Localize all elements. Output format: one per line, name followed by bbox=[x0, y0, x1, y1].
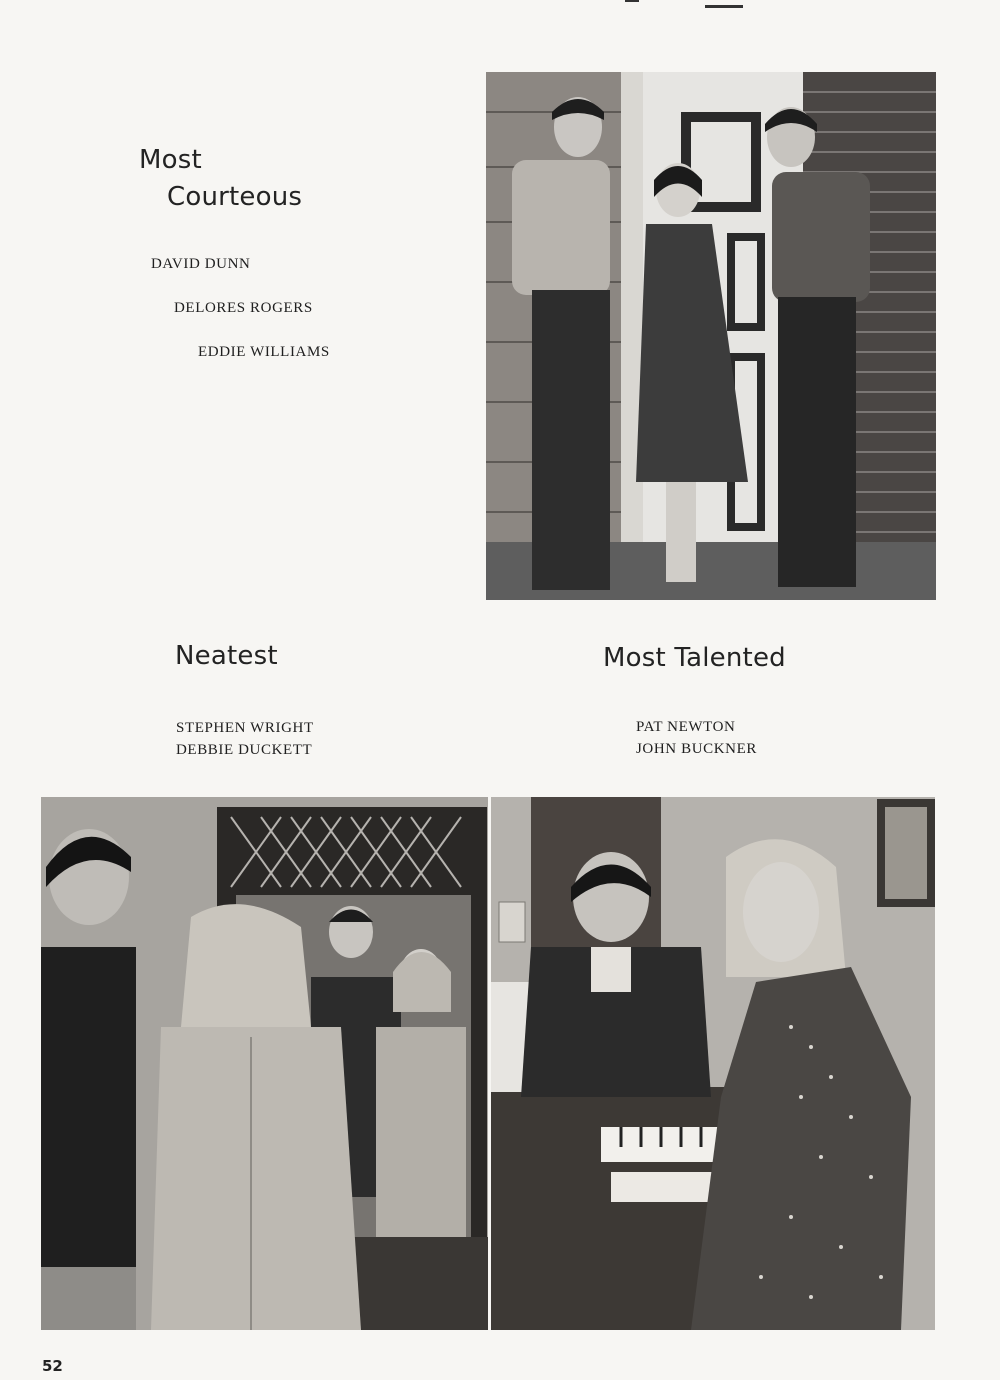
courteous-name-1: DAVID DUNN bbox=[151, 256, 251, 272]
neatest-heading: Neatest bbox=[175, 641, 278, 671]
talented-name-2: JOHN BUCKNER bbox=[636, 741, 757, 757]
talented-name-1: PAT NEWTON bbox=[636, 719, 736, 735]
scan-mark bbox=[625, 0, 639, 2]
courteous-name-2: DELORES ROGERS bbox=[174, 300, 313, 316]
most-talented-photo bbox=[491, 797, 935, 1330]
most-courteous-photo bbox=[486, 72, 936, 600]
scan-mark bbox=[705, 5, 743, 8]
most-courteous-heading-line2: Courteous bbox=[167, 182, 303, 212]
courteous-name-3: EDDIE WILLIAMS bbox=[198, 344, 330, 360]
most-talented-heading: Most Talented bbox=[603, 643, 786, 673]
neatest-photo bbox=[41, 797, 488, 1330]
neatest-name-2: DEBBIE DUCKETT bbox=[176, 742, 313, 758]
neatest-name-1: STEPHEN WRIGHT bbox=[176, 720, 314, 736]
most-courteous-heading-line1: Most bbox=[139, 145, 202, 175]
page-number: 52 bbox=[42, 1357, 63, 1375]
